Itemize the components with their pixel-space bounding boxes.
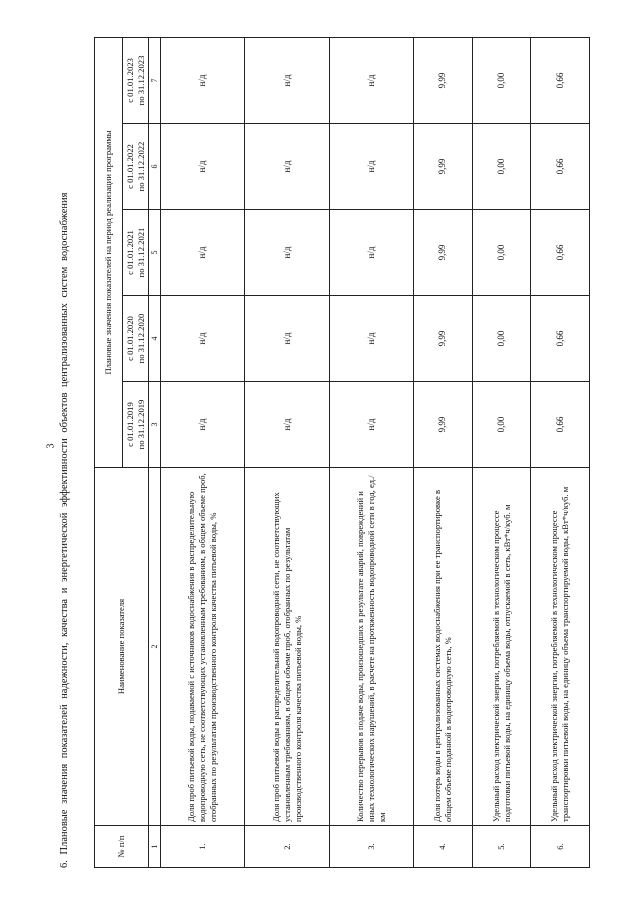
row-number: 5. xyxy=(472,826,531,868)
indicators-table xyxy=(94,37,590,868)
plan-value: н/д xyxy=(245,210,329,296)
page-number: 3 xyxy=(45,443,57,449)
header-period xyxy=(123,382,149,468)
header-num: № п/п xyxy=(95,826,149,868)
period-to: по 31.12.2023 xyxy=(135,55,146,106)
column-number: 3 xyxy=(149,382,161,468)
section-heading: 6. Плановые значения показателей надежности, качества и энергетической эффективности объектов централизованных систем водоснабжения xyxy=(59,192,70,868)
column-number: 1 xyxy=(149,826,161,868)
plan-value: н/д xyxy=(161,382,245,468)
plan-value: н/д xyxy=(245,37,329,123)
plan-value: 0,00 xyxy=(472,37,531,123)
period-from: с 01.01.2023 xyxy=(124,58,135,103)
header-period xyxy=(123,210,149,296)
indicator-name: Доля проб питьевой воды, подаваемой с источников водоснабжения в распределительную водопроводную сеть, не соответствующих установленным требованиям, в общем объеме проб, отобранных по результатам производственного контроля качества питьевой воды, % xyxy=(161,468,245,826)
plan-value: н/д xyxy=(161,210,245,296)
plan-value: н/д xyxy=(245,382,329,468)
indicator-name: Доля потерь воды в централизованных системах водоснабжения при ее транспортировке в общем объеме поданной в водопроводную сеть, % xyxy=(414,468,473,826)
column-number: 4 xyxy=(149,296,161,382)
plan-value: 0,00 xyxy=(472,124,531,210)
plan-value: н/д xyxy=(329,124,413,210)
header-row-column-numbers xyxy=(149,37,161,867)
row-number: 6. xyxy=(531,826,590,868)
plan-value: 0,00 xyxy=(472,382,531,468)
header-name: Наименование показателя xyxy=(95,468,149,826)
row-number: 4. xyxy=(414,826,473,868)
plan-value: н/д xyxy=(245,296,329,382)
indicator-name: Доля проб питьевой воды в распределительной водопроводной сети, не соответствующих установленным требованиям, в общем объеме проб, отобранных по результатам производственного контроля качества питьевой воды, % xyxy=(245,468,329,826)
column-number: 2 xyxy=(149,468,161,826)
period-to: по 31.12.2020 xyxy=(135,313,146,364)
header-period xyxy=(123,124,149,210)
rotated-page-content xyxy=(58,38,618,868)
indicator-name: Удельный расход электрической энергии, потребляемой в технологическом процессе подготовки питьевой воды, на единицу объема воды, отпускаемой в сеть, кВт*ч/куб. м xyxy=(472,468,531,826)
plan-value: н/д xyxy=(161,37,245,123)
plan-value: н/д xyxy=(329,210,413,296)
plan-value: 0,66 xyxy=(531,210,590,296)
row-number: 3. xyxy=(329,826,413,868)
period-to: по 31.12.2021 xyxy=(135,227,146,278)
table-row xyxy=(414,37,473,867)
header-plan-group: Плановые значения показателей на период реализации программы xyxy=(95,37,123,467)
period-from: с 01.01.2020 xyxy=(124,316,135,361)
period-to: по 31.12.2019 xyxy=(135,399,146,450)
table-row xyxy=(245,37,329,867)
column-number: 5 xyxy=(149,210,161,296)
plan-value: н/д xyxy=(161,124,245,210)
plan-value: н/д xyxy=(329,296,413,382)
table-row xyxy=(472,37,531,867)
row-number: 1. xyxy=(161,826,245,868)
plan-value: 0,66 xyxy=(531,382,590,468)
column-number: 6 xyxy=(149,124,161,210)
period-from: с 01.01.2022 xyxy=(124,144,135,189)
column-number: 7 xyxy=(149,37,161,123)
header-period xyxy=(123,296,149,382)
plan-value: н/д xyxy=(245,124,329,210)
row-number: 2. xyxy=(245,826,329,868)
plan-value: 0,00 xyxy=(472,296,531,382)
table-row xyxy=(531,37,590,867)
indicator-name: Количество перерывов в подаче воды, произошедших в результате аварий, повреждений и иных технологических нарушений, в расчете на протяженность водопроводной сети в год, ед./км xyxy=(329,468,413,826)
indicator-name: Удельный расход электрической энергии, потребляемой в технологическом процессе транспортировки питьевой воды, на единицу объема транспортируемой воды, кВт*ч/куб. м xyxy=(531,468,590,826)
header-row-group xyxy=(95,37,123,867)
plan-value: 9,99 xyxy=(414,382,473,468)
plan-value: н/д xyxy=(161,296,245,382)
plan-value: 0,00 xyxy=(472,210,531,296)
plan-value: 0,66 xyxy=(531,37,590,123)
plan-value: н/д xyxy=(329,382,413,468)
header-period xyxy=(123,37,149,123)
table-row xyxy=(329,37,413,867)
period-to: по 31.12.2022 xyxy=(135,141,146,192)
plan-value: н/д xyxy=(329,37,413,123)
table-row xyxy=(161,37,245,867)
plan-value: 0,66 xyxy=(531,296,590,382)
plan-value: 9,99 xyxy=(414,124,473,210)
period-from: с 01.01.2021 xyxy=(124,230,135,275)
plan-value: 9,99 xyxy=(414,37,473,123)
plan-value: 9,99 xyxy=(414,296,473,382)
period-from: с 01.01.2019 xyxy=(124,402,135,447)
plan-value: 0,66 xyxy=(531,124,590,210)
plan-value: 9,99 xyxy=(414,210,473,296)
